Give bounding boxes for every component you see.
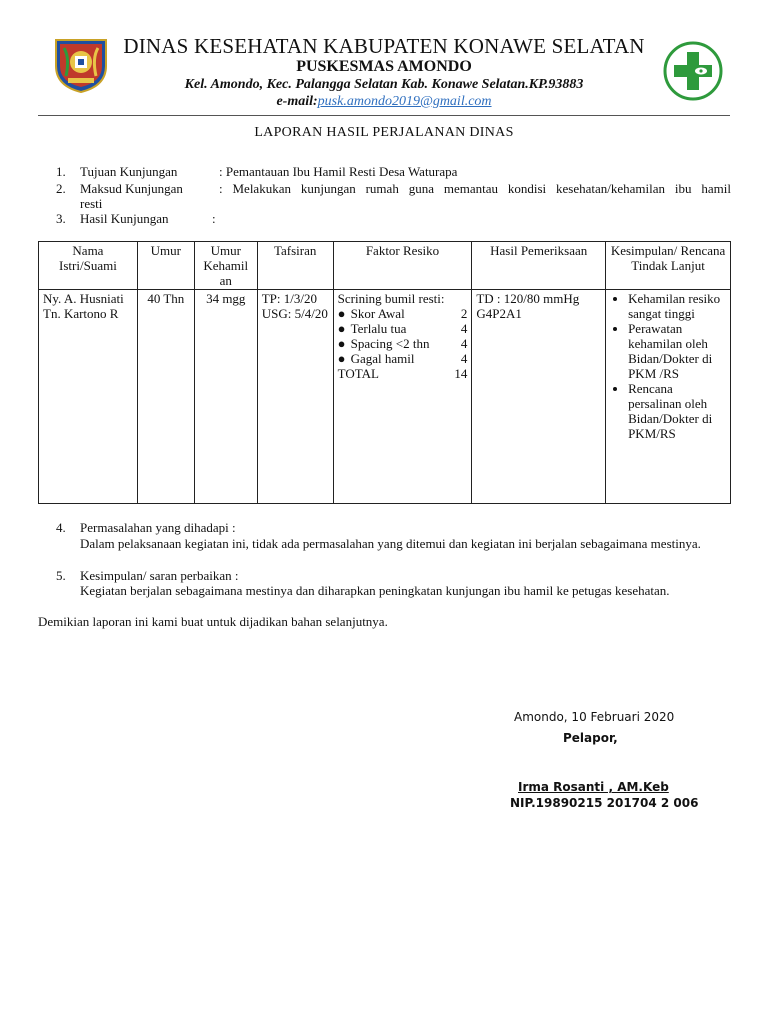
cell-tafsiran: TP: 1/3/20 USG: 5/4/20 (257, 290, 333, 504)
list-item: • Rencana persalinan oleh Bidan/Dokter di PKM/RS (628, 381, 726, 441)
faktor-total (338, 366, 468, 381)
item-1-number: 1. (56, 164, 66, 179)
list-item: ● Skor Awal 2 (337, 306, 468, 321)
address: Kel. Amondo, Kec. Palangga Selatan Kab. Konawe Selatan.KP.93883 (184, 77, 584, 92)
cell-kesimpulan (606, 290, 731, 504)
email-link[interactable]: pusk.amondo2019@gmail.com (317, 94, 492, 109)
agency-name: DINAS KESEHATAN KABUPATEN KONAWE SELATAN (123, 34, 645, 58)
hasil-gpa: G4P2A1 (476, 306, 522, 321)
item-3-value: : (212, 211, 216, 226)
table-header-row (39, 242, 731, 290)
signer-name: Irma Rosanti , AM.Keb (518, 780, 669, 794)
faktor-score: 4 (460, 351, 468, 366)
total-label: TOTAL (337, 366, 379, 381)
item-2-number: 2. (56, 181, 66, 196)
col-umur-kehamilan: Umur Kehamil an (194, 242, 257, 290)
list-item: • Kehamilan resiko sangat tinggi (628, 291, 726, 321)
cell-umur: 40 Thn (137, 290, 194, 504)
email-line (0, 94, 768, 110)
col-tafsiran: Tafsiran (257, 242, 333, 290)
item-4-label: Permasalahan yang dihadapi : (80, 520, 236, 535)
list-item: ● Gagal hamil 4 (337, 351, 468, 366)
faktor-label: Gagal hamil (350, 351, 415, 366)
item-3-label: Hasil Kunjungan (80, 211, 169, 226)
cell-faktor-resiko (333, 290, 472, 504)
faktor-score: 4 (460, 321, 468, 336)
nama-suami: Tn. Kartono R (43, 306, 119, 321)
item-2-continuation: resti (80, 196, 103, 211)
list-item: • Perawatan kehamilan oleh Bidan/Dokter di PKM /RS (628, 321, 726, 381)
closing-statement: Demikian laporan ini kami buat untuk dijadikan bahan selanjutnya. (38, 614, 388, 629)
header-divider (38, 115, 730, 116)
faktor-label: Skor Awal (350, 306, 405, 321)
list-item: ● Terlalu tua 4 (337, 321, 468, 336)
item-2-value: : Melakukan kunjungan rumah guna memantau kondisi kesehatan/kehamilan ibu hamil (219, 181, 731, 196)
visit-result-table (38, 241, 731, 504)
email-label: e-mail: (276, 94, 318, 109)
place-date: Amondo, 10 Februari 2020 (514, 710, 675, 724)
cell-umur-kehamilan: 34 mgg (194, 290, 257, 504)
col-faktor-resiko: Faktor Resiko (333, 242, 472, 290)
col-hasil-pemeriksaan: Hasil Pemeriksaan (472, 242, 606, 290)
item-5-text: Kegiatan berjalan sebagaimana mestinya dan diharapkan peningkatan kunjungan ibu hamil ke petugas kesehatan. (80, 583, 670, 598)
list-item: ● Spacing <2 thn 4 (337, 336, 468, 351)
item-3-number: 3. (56, 211, 66, 226)
item-4-text: Dalam pelaksanaan kegiatan ini, tidak ada permasalahan yang ditemui dan kegiatan ini berjalan sebagaimana mestinya. (80, 536, 701, 551)
faktor-title: Scrining bumil resti: (337, 291, 445, 306)
signer-nip: NIP.19890215 201704 2 006 (510, 796, 699, 810)
report-title: LAPORAN HASIL PERJALANAN DINAS (254, 125, 514, 140)
item-2-label: Maksud Kunjungan (80, 181, 183, 196)
cell-hasil-pemeriksaan (472, 290, 606, 504)
faktor-score: 2 (460, 306, 468, 321)
item-5-number: 5. (56, 568, 66, 583)
table-row (39, 290, 731, 504)
item-1-label: Tujuan Kunjungan (80, 164, 178, 179)
signer-role: Pelapor, (563, 731, 618, 745)
col-nama: Nama Istri/Suami (39, 242, 138, 290)
item-5-label: Kesimpulan/ saran perbaikan : (80, 568, 239, 583)
hasil-td: TD : 120/80 mmHg (476, 291, 580, 306)
cell-nama (39, 290, 138, 504)
col-kesimpulan: Kesimpulan/ Rencana Tindak Lanjut (606, 242, 731, 290)
col-umur: Umur (137, 242, 194, 290)
faktor-score: 4 (460, 336, 468, 351)
total-score: 14 (454, 366, 468, 381)
faktor-label: Spacing <2 thn (350, 336, 430, 351)
faktor-label: Terlalu tua (350, 321, 407, 336)
puskesmas-name: PUSKESMAS AMONDO (296, 58, 472, 75)
nama-istri: Ny. A. Husniati (43, 291, 124, 306)
item-1-value: : Pemantauan Ibu Hamil Resti Desa Waturapa (219, 164, 458, 179)
item-4-number: 4. (56, 520, 66, 535)
